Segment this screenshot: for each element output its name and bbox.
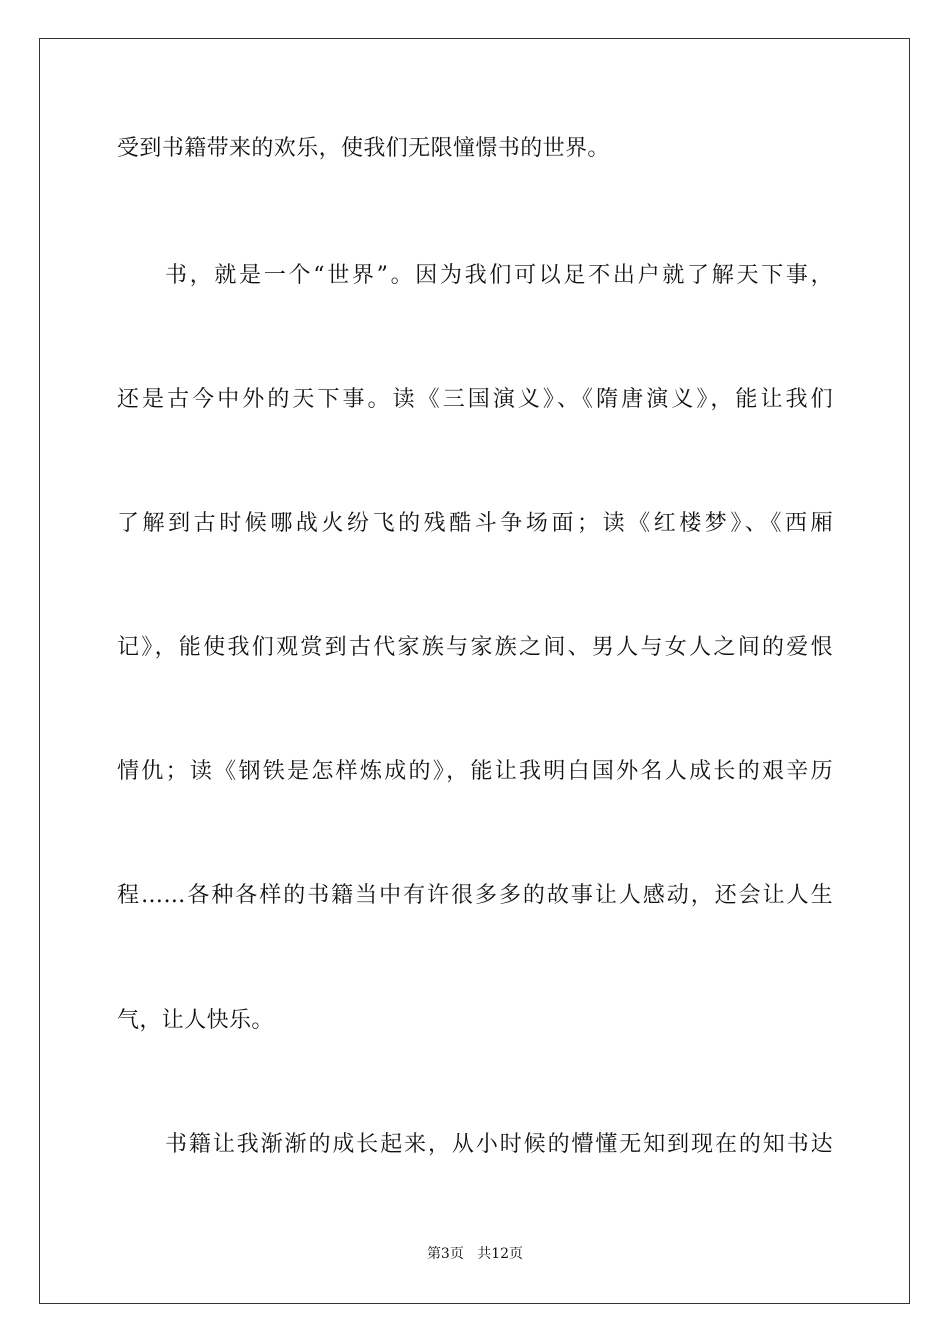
text-line-9: 书籍让我渐渐的成长起来，从小时候的懵懂无知到现在的知书达 [165,1132,833,1157]
page-footer [0,1244,950,1264]
text-line-7: 程……各种各样的书籍当中有许很多多的故事让人感动，还会让人生 [117,883,833,908]
text-line-2: 书，就是一个“世界”。因为我们可以足不出户就了解天下事， [165,263,833,288]
text-line-5: 记》，能使我们观赏到古代家族与家族之间、男人与女人之间的爱恨 [117,635,833,660]
text-line-1: 受到书籍带来的欢乐，使我们无限憧憬书的世界。 [117,136,610,161]
text-line-6: 情仇；读《钢铁是怎样炼成的》，能让我明白国外名人成长的艰辛历 [117,759,833,784]
text-line-3: 还是古今中外的天下事。读《三国演义》、《隋唐演义》，能让我们 [117,387,833,412]
page-number: 第3页 [426,1246,464,1262]
page-border [39,38,910,1304]
text-line-4: 了解到古时候哪战火纷飞的残酷斗争场面；读《红楼梦》、《西厢 [117,511,833,536]
text-line-8: 气，让人快乐。 [117,1008,274,1033]
page-total: 共12页 [477,1246,524,1262]
